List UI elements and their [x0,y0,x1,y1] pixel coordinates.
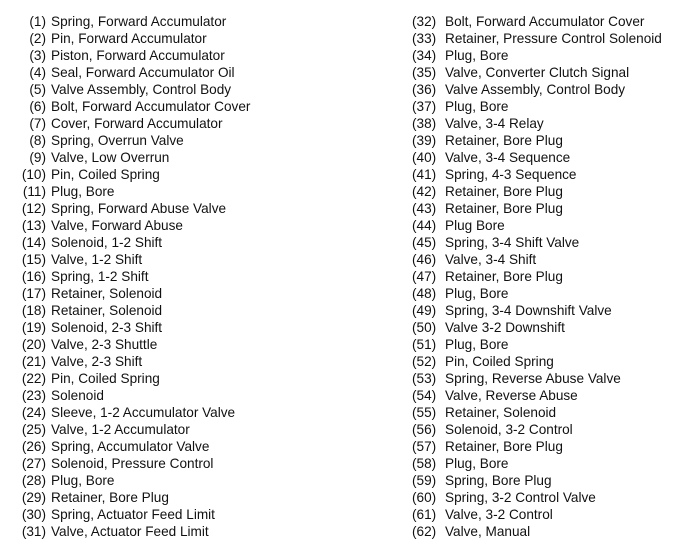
part-number: (33) [412,31,437,46]
parts-list-item [12,285,342,302]
part-description: Valve, Manual [445,524,531,539]
parts-list-item [412,183,675,200]
part-number: (32) [412,14,437,29]
part-description: Valve, Converter Clutch Signal [445,65,630,80]
parts-list-item [412,387,675,404]
part-number: (51) [412,337,437,352]
parts-list-item [412,404,675,421]
parts-list-item [12,387,342,404]
part-number: (45) [412,235,437,250]
parts-list-item [12,98,342,115]
parts-list-item [12,353,342,370]
parts-list-item [412,421,675,438]
part-number: (3) [29,48,46,63]
part-number: (17) [21,286,46,301]
parts-list-item [412,64,675,81]
part-number: (30) [21,507,46,522]
part-description: Valve, 1-2 Accumulator [51,422,190,437]
part-description: Retainer, Bore Plug [445,184,563,199]
part-description: Retainer, Solenoid [445,405,557,420]
parts-list-item [412,370,675,387]
part-number: (36) [412,82,437,97]
part-number: (5) [29,82,46,97]
parts-list-item [12,404,342,421]
parts-list-left-column [12,13,342,540]
parts-list-item [412,200,675,217]
part-description: Valve, Forward Abuse [51,218,183,233]
part-description: Spring, Accumulator Valve [51,439,210,454]
part-description: Plug, Bore [445,99,509,114]
parts-list-item [412,149,675,166]
part-description: Spring, Overrun Valve [51,133,184,148]
part-description: Solenoid, 1-2 Shift [51,235,163,250]
part-description: Retainer, Bore Plug [445,439,563,454]
part-description: Valve, 3-4 Shift [445,252,537,267]
part-number: (15) [21,252,46,267]
part-description: Pin, Coiled Spring [445,354,554,369]
part-description: Plug, Bore [445,337,509,352]
parts-list-item [412,489,675,506]
parts-list-item [412,523,675,540]
part-description: Spring, Bore Plug [445,473,552,488]
parts-list-item [12,81,342,98]
parts-list-item [12,47,342,64]
part-number: (43) [412,201,437,216]
part-description: Pin, Forward Accumulator [51,31,207,46]
parts-list-item [12,438,342,455]
part-description: Spring, Actuator Feed Limit [51,507,215,522]
parts-list-item [12,217,342,234]
part-number: (2) [29,31,46,46]
parts-list-item [12,302,342,319]
parts-list-item [412,506,675,523]
part-number: (21) [21,354,46,369]
part-description: Solenoid, Pressure Control [51,456,214,471]
parts-list-item [12,268,342,285]
parts-list-item [12,183,342,200]
part-number: (48) [412,286,437,301]
parts-list-item [12,166,342,183]
part-description: Spring, 3-4 Downshift Valve [445,303,612,318]
part-number: (23) [21,388,46,403]
parts-list-item [412,115,675,132]
part-number: (28) [21,473,46,488]
part-number: (39) [412,133,437,148]
part-description: Spring, 4-3 Sequence [445,167,577,182]
part-number: (62) [412,524,437,539]
parts-list-item [12,200,342,217]
part-number: (35) [412,65,437,80]
part-number: (47) [412,269,437,284]
part-number: (6) [29,99,46,114]
parts-list-item [12,115,342,132]
parts-list-item [12,506,342,523]
part-description: Solenoid, 2-3 Shift [51,320,163,335]
part-description: Retainer, Bore Plug [445,133,563,148]
part-number: (25) [21,422,46,437]
parts-list-item [12,234,342,251]
part-description: Valve, 1-2 Shift [51,252,143,267]
parts-list-item [12,489,342,506]
part-description: Plug, Bore [445,48,509,63]
parts-list-item [412,438,675,455]
parts-list-item [412,302,675,319]
part-description: Spring, 3-4 Shift Valve [445,235,580,250]
parts-list-item [412,268,675,285]
part-number: (46) [412,252,437,267]
part-number: (16) [21,269,46,284]
part-description: Spring, Forward Abuse Valve [51,201,227,216]
part-number: (60) [412,490,437,505]
part-description: Valve 3-2 Downshift [445,320,565,335]
part-number: (24) [21,405,46,420]
part-number: (9) [29,150,46,165]
part-description: Solenoid [51,388,104,403]
part-number: (52) [412,354,437,369]
part-description: Spring, Forward Accumulator [51,14,227,29]
parts-list-item [412,353,675,370]
parts-list-item [412,234,675,251]
part-number: (61) [412,507,437,522]
parts-list-right-column [412,13,675,540]
part-description: Retainer, Bore Plug [445,201,563,216]
parts-list-item [412,98,675,115]
part-number: (53) [412,371,437,386]
part-number: (42) [412,184,437,199]
part-description: Plug Bore [445,218,505,233]
part-number: (10) [21,167,46,182]
part-number: (29) [21,490,46,505]
parts-list-item [412,336,675,353]
part-description: Plug, Bore [445,286,509,301]
part-description: Retainer, Solenoid [51,303,163,318]
part-description: Valve Assembly, Control Body [51,82,232,97]
part-description: Bolt, Forward Accumulator Cover [445,14,645,29]
parts-list-item [12,472,342,489]
parts-list-item [412,472,675,489]
part-description: Plug, Bore [445,456,509,471]
parts-list-item [12,370,342,387]
part-number: (54) [412,388,437,403]
parts-list-item [12,319,342,336]
part-description: Spring, 1-2 Shift [51,269,149,284]
part-number: (20) [21,337,46,352]
parts-list-item [412,251,675,268]
part-number: (34) [412,48,437,63]
part-description: Valve Assembly, Control Body [445,82,626,97]
part-number: (49) [412,303,437,318]
part-description: Valve, 2-3 Shuttle [51,337,158,352]
part-description: Spring, Reverse Abuse Valve [445,371,621,386]
part-description: Valve, Reverse Abuse [445,388,578,403]
part-description: Cover, Forward Accumulator [51,116,223,131]
parts-list-item [12,64,342,81]
parts-list-item [412,81,675,98]
part-description: Valve, Low Overrun [51,150,170,165]
parts-list-item [12,421,342,438]
part-number: (40) [412,150,437,165]
parts-list-item [412,166,675,183]
part-description: Valve, 3-4 Sequence [445,150,571,165]
part-description: Plug, Bore [51,473,115,488]
part-description: Retainer, Bore Plug [445,269,563,284]
parts-list-item [12,523,342,540]
part-number: (44) [412,218,437,233]
parts-list-item [12,149,342,166]
part-description: Valve, 2-3 Shift [51,354,143,369]
part-number: (1) [29,14,46,29]
part-description: Retainer, Pressure Control Solenoid [445,31,662,46]
part-number: (12) [21,201,46,216]
part-number: (55) [412,405,437,420]
part-number: (31) [21,524,46,539]
part-description: Spring, 3-2 Control Valve [445,490,596,505]
part-number: (4) [29,65,46,80]
part-description: Pin, Coiled Spring [51,371,160,386]
part-description: Piston, Forward Accumulator [51,48,225,63]
parts-list-item [412,455,675,472]
part-description: Bolt, Forward Accumulator Cover [51,99,251,114]
part-description: Valve, Actuator Feed Limit [51,524,209,539]
parts-list-item [12,336,342,353]
part-number: (26) [21,439,46,454]
parts-list-item [12,13,342,30]
part-number: (38) [412,116,437,131]
parts-list-item [412,217,675,234]
parts-list-item [412,13,675,30]
part-number: (58) [412,456,437,471]
part-description: Valve, 3-4 Relay [445,116,544,131]
part-description: Valve, 3-2 Control [445,507,553,522]
part-number: (14) [21,235,46,250]
part-number: (19) [21,320,46,335]
parts-list-item [12,30,342,47]
parts-list-item [412,285,675,302]
part-number: (18) [21,303,46,318]
part-description: Pin, Coiled Spring [51,167,160,182]
part-number: (13) [21,218,46,233]
part-description: Solenoid, 3-2 Control [445,422,573,437]
parts-list-item [412,30,675,47]
parts-list-item [412,132,675,149]
part-description: Plug, Bore [51,184,115,199]
parts-list-item [412,319,675,336]
part-number: (57) [412,439,437,454]
part-number: (7) [29,116,46,131]
parts-list-item [12,455,342,472]
part-number: (50) [412,320,437,335]
parts-list-item [12,132,342,149]
part-description: Seal, Forward Accumulator Oil [51,65,235,80]
part-number: (27) [21,456,46,471]
part-number: (56) [412,422,437,437]
part-number: (22) [21,371,46,386]
part-number: (37) [412,99,437,114]
part-description: Retainer, Bore Plug [51,490,169,505]
part-description: Sleeve, 1-2 Accumulator Valve [51,405,236,420]
part-number: (8) [29,133,46,148]
parts-list-item [412,47,675,64]
parts-list-item [12,251,342,268]
part-number: (59) [412,473,437,488]
part-number: (41) [412,167,437,182]
part-description: Retainer, Solenoid [51,286,163,301]
part-number: (11) [22,184,46,199]
